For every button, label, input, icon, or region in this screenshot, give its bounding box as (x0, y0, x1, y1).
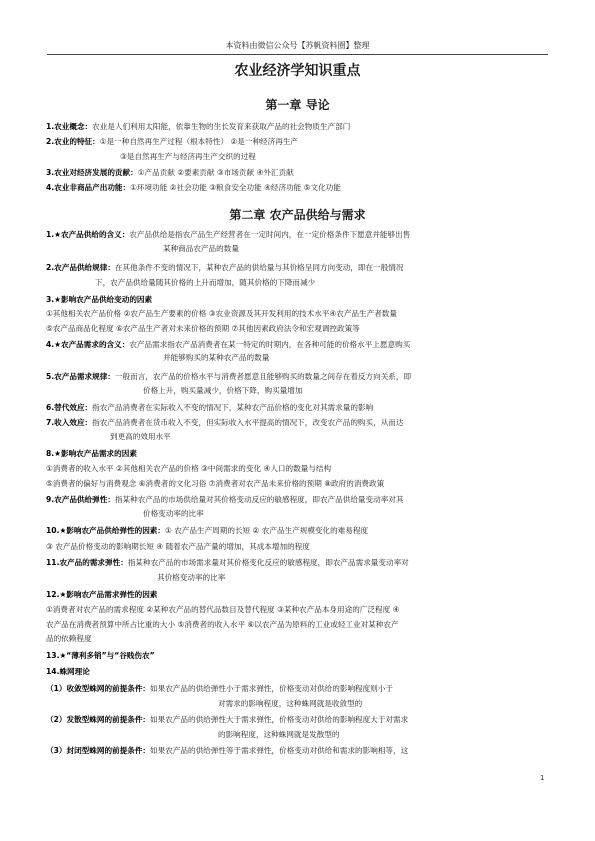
text-line (46, 137, 298, 147)
text-line (218, 730, 340, 740)
line-heading: 3.农业对经济发展的贡献： (46, 168, 138, 177)
line-heading: 8.★影响农产品需求的因素 (46, 449, 137, 458)
chapter-1-heading: 第一章 导论 (265, 98, 330, 112)
line-text: 一般而言，农产品的价格水平与消费者愿意且能够购买的数量之间存在着反方向关系，即 (114, 372, 412, 381)
line-text: 到更高的效用水平 (110, 432, 171, 441)
text-line (46, 122, 350, 132)
line-text: 对需求的影响程度，这种蛛网就是收敛型的 (218, 699, 363, 708)
text-line (46, 403, 373, 413)
line-text: 如果农产品的供给弹性小于需求弹性，价格变动对供给的影响程度则小于 (150, 684, 394, 693)
text-line (46, 464, 331, 474)
text-line (120, 152, 256, 162)
line-text: 指农产品消费者在实际收入不变的情况下，某种农产品价格的变化对其需求量的影响 (92, 403, 374, 412)
line-heading: 14.蛛网理论 (46, 667, 90, 676)
line-text: ③ 农产品价格变动的影响期长短 ④ 随着农产品产量的增加，其成本增加的程度 (46, 542, 310, 551)
text-line (46, 295, 152, 305)
line-heading: 2.农业的特征： (46, 137, 100, 146)
text-line (218, 699, 362, 709)
line-heading: （3）封闭型蛛网的前提条件： (46, 746, 151, 755)
line-text: 价格上升，购买量减少，价格下降，购买量增加 (143, 386, 303, 395)
line-text: ③是自然再生产与经济再生产交织的过程 (120, 152, 256, 161)
line-heading: 2.农产品供给规律： (46, 263, 115, 272)
line-text: 农产品在消费者预算中所占比重的大小 ⑤消费者的收入水平 ⑥以农产品为原料的工业或轻工业对某种农产 (46, 620, 399, 629)
line-text: 并能够购买的某种农产品的数量 (163, 353, 270, 362)
text-line (46, 651, 155, 661)
page-number: 1 (540, 774, 545, 782)
line-text: ⑤消费者的偏好与消费观念 ⑥消费者的文化习俗 ⑦消费者对农产品未来价格的预期 ⑧政府的消费政策 (46, 479, 385, 488)
text-line (46, 263, 403, 273)
text-line (143, 509, 204, 519)
line-heading: 5.农产品需求规律： (46, 372, 115, 381)
page-header: 本资料由微信公众号【苏帆资料圈】整理 (225, 41, 370, 50)
line-heading: （2）发散型蛛网的前提条件： (46, 715, 151, 724)
line-heading: 13.★“薄利多销”与“谷贱伤农” (46, 651, 155, 660)
line-text: 如果农产品的供给弹性等于需求弹性，价格变动对供给和需求的影响相等，这 (150, 746, 409, 755)
line-text: 品的依赖程度 (46, 634, 92, 643)
line-heading: 4.农业非商品产出功能： (46, 183, 131, 192)
line-heading: 9.农产品供给弹性： (46, 495, 115, 504)
chapter-2-heading: 第二章 农产品供给与需求 (229, 208, 366, 222)
text-line (143, 386, 302, 396)
header-rule (47, 54, 548, 55)
text-line (46, 526, 368, 536)
text-line (157, 573, 225, 583)
line-text: 指某种农产品的市场供给量对其价格变动反应的敏感程度，即农产品供给量变动率对其 (114, 495, 404, 504)
line-heading: 6.替代效应： (46, 403, 93, 412)
text-line (46, 684, 393, 694)
text-line (46, 340, 410, 350)
line-heading: 12.★影响农产品需求弹性的因素 (46, 590, 158, 599)
line-text: 农产品供给是指农产品生产经营者在一定时间内，在一定价格条件下愿意并能够出售 (129, 230, 411, 239)
text-line (46, 324, 360, 334)
text-line (46, 183, 341, 193)
text-line (163, 353, 269, 363)
text-line (46, 372, 411, 382)
text-line (46, 449, 137, 459)
line-heading: 1.★农产品供给的含义： (46, 230, 130, 239)
text-line (110, 432, 171, 442)
line-text: 在其他条件不变的情况下，某种农产品的供给量与其价格呈同方向变动，即在一般情况 (114, 263, 404, 272)
text-line (46, 558, 409, 568)
line-heading: 10.★影响农产品供给弹性的因素： (46, 526, 165, 535)
line-text: ① 农产品生产周期的长短 ② 农产品生产规模变化的难易程度 (164, 526, 369, 535)
line-text: ①是一种自然再生产过程（根本特性） ②是一种经济再生产 (99, 137, 299, 146)
line-text: ①消费者的收入水平 ②其他相关农产品的价格 ③中间需求的变化 ④人口的数量与结构 (46, 464, 332, 473)
text-line (46, 605, 399, 615)
line-text: ①产品贡献 ②要素贡献 ③市场贡献 ④外汇贡献 (137, 168, 294, 177)
line-text: 农产品需求指农产品消费者在某一特定的时期内，在各种可能的价格水平上愿意购买 (129, 340, 411, 349)
text-line (46, 542, 310, 552)
line-text: ①消费者对农产品的需求程度 ②某种农产品的替代品数目及替代程度 ③某种农产品本身用途的广泛程度 ④ (46, 605, 400, 614)
line-text: 农业是人们利用太阳能，依靠生物的生长发育来获取产品的社会物质生产部门 (92, 122, 351, 131)
line-text: 指某种农产品的市场需求量对其价格变化反应的敏感程度，即农产品需求量变动率对 (127, 558, 409, 567)
line-text: 的影响程度，这种蛛网就是发散型的 (218, 730, 340, 739)
text-line (46, 590, 157, 600)
text-line (163, 244, 239, 254)
line-text: 下，农产品供给量随其价格的上升而增加，随其价格的下降而减少 (95, 278, 316, 287)
line-text: ⑤农产品商品化程度 ⑥农产品生产者对未来价格的预期 ⑦其他因素政府法令和宏观调控政策等 (46, 324, 360, 333)
text-line (46, 230, 410, 240)
line-text: 指农产品消费者在货币收入不变，但实际收入水平提高的情况下，改变农产品的购买，从而达 (92, 418, 404, 427)
line-heading: 3.★影响农产品供给变动的因素 (46, 295, 153, 304)
line-text: ①其他相关农产品价格 ②农产品生产要素的价格 ③农业资源及其开发利用的技术水平④农产品生产者数量 (46, 309, 397, 318)
text-line (46, 715, 408, 725)
text-line (46, 168, 294, 178)
text-line (46, 746, 408, 756)
text-line (46, 309, 397, 319)
text-line (46, 479, 384, 489)
line-heading: 11.农产品的需求弹性： (46, 558, 128, 567)
text-line (46, 634, 92, 644)
line-heading: 1.农业概念： (46, 122, 93, 131)
line-heading: 4.★农产品需求的含义： (46, 340, 130, 349)
line-heading: 7.收入效应： (46, 418, 93, 427)
line-heading: （1）收敛型蛛网的前提条件： (46, 684, 151, 693)
line-text: 某种商品农产品的数量 (163, 244, 239, 253)
line-text: 其价格变动率的比率 (157, 573, 226, 582)
text-line (46, 620, 399, 630)
text-line (46, 418, 403, 428)
text-line (46, 667, 90, 677)
text-line (46, 495, 403, 505)
line-text: 价格变动率的比率 (143, 509, 204, 518)
text-line (95, 278, 315, 288)
document-title: 农业经济学知识重点 (234, 63, 361, 79)
line-text: ①环境功能 ②社会功能 ③粮食安全功能 ④经济功能 ⑤文化功能 (130, 183, 341, 192)
line-text: 如果农产品的供给弹性大于需求弹性，价格变动对供给的影响程度大于对需求 (150, 715, 409, 724)
